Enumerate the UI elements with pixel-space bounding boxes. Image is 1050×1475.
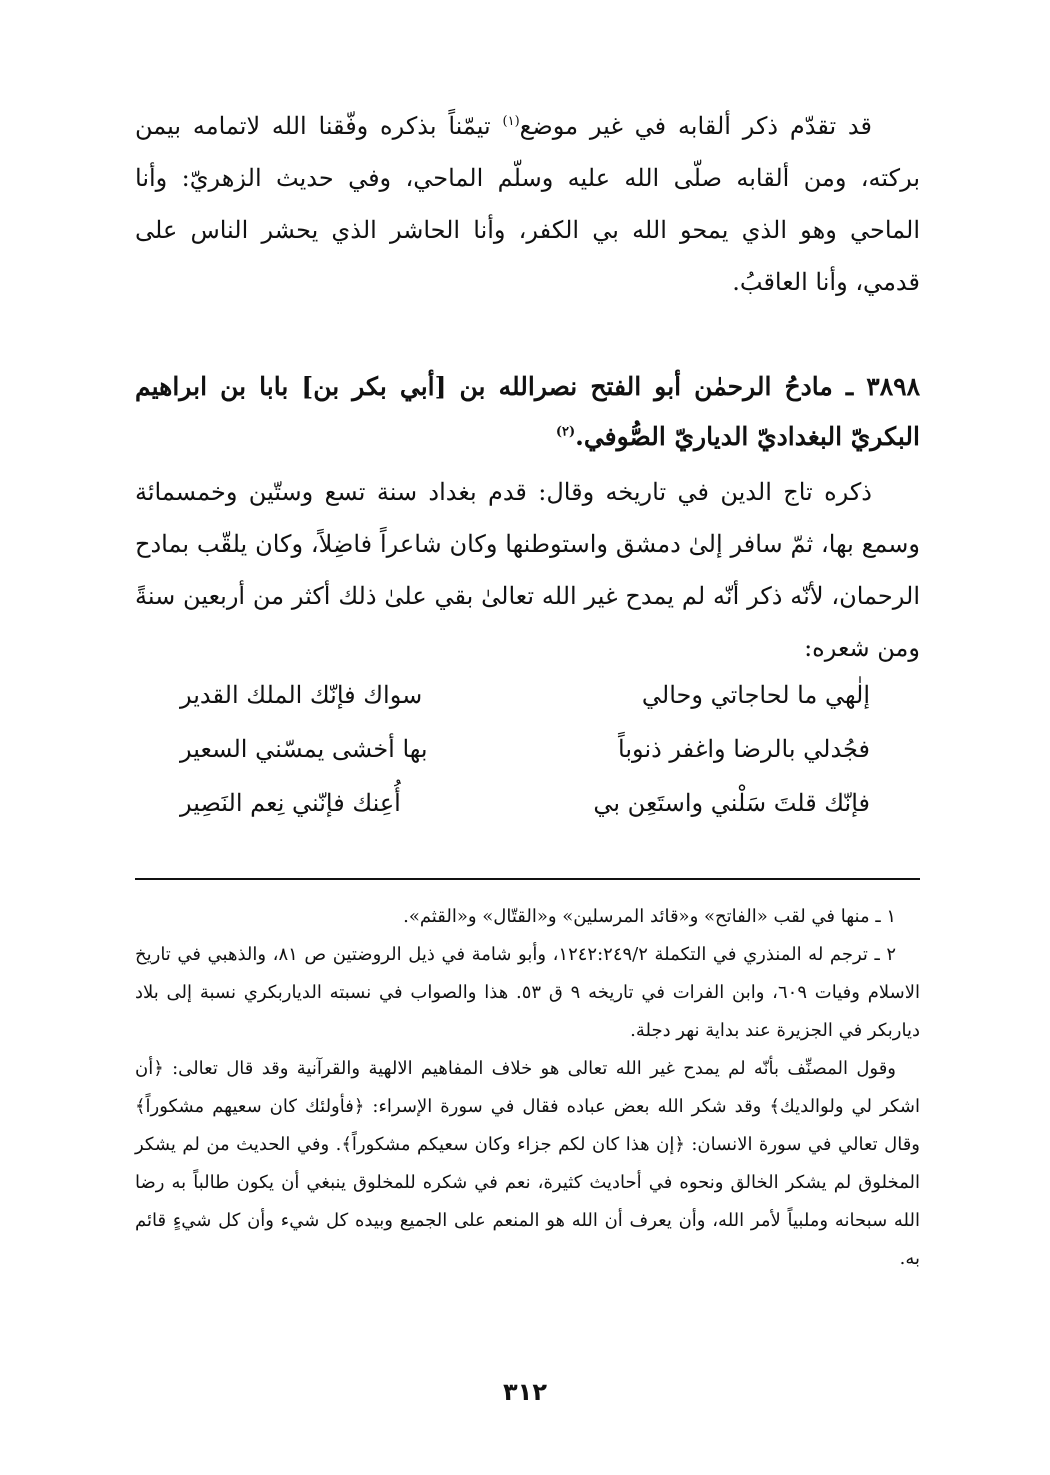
- entry-heading: ٣٨٩٨ ـ مادحُ الرحمٰن أبو الفتح نصرالله بن [أبي بكر بن] بابا بن ابراهيم البكريّ البغداديّ الدياريّ الصُّوفي.$^{(٢)}$: [135, 372, 920, 451]
- entry-biography: ذكره تاج الدين في تاريخه وقال: قدم بغداد سنة تسع وستّين وخمسمائة وسمع بها، ثمّ سافر إلىٰ دمشق واستوطنها وكان شاعراً فاضِلاً، وكان يلقّب بمادح الرحمان، لأنّه ذكر أنّه لم يمدح غير الله تعالىٰ بقي علىٰ ذلك أكثر من أربعين سنةً ومن شعره:: [135, 478, 920, 662]
- intro-text: قد تقدّم ذكر ألقابه في غير موضع$^{(١)}$ تيمّناً بذكره وفّقنا الله لاتمامه بيمن بركته، ومن ألقابه صلّى الله عليه وسلّم الماحي، وفي حديث الزهريّ: وأنا الماحي وهو الذي يمحو الله بي الكفر، وأنا الحاشر الذي يحشر الناس على قدمي، وأنا العاقبُ.: [135, 112, 920, 296]
- footnote-2: ٢ ـ ترجم له المنذري في التكملة ١٢٤٢:٢٤٩/٢، وأبو شامة في ذيل الروضتين ص ٨١، والذهبي في تاريخ الاسلام وفيات ٦٠٩، وابن الفرات في تاريخه ٩ ق ٥٣. هذا والصواب في نسبته الدياربكري نسبة إلى بلاد دياربكر في الجزيرة عند بداية نهر دجلة.: [135, 944, 920, 1041]
- poem-verse: [180, 668, 870, 722]
- verse-second-hemistich: أُعِنك فإنّني نِعم النَصِير: [180, 789, 401, 817]
- verse-first-hemistich: إلٰهي ما لحاجاتي وحالي: [641, 681, 870, 709]
- footnote-1: ١ ـ منها في لقب «الفاتح» و«قائد المرسلين» و«القتّال» و«القثم».: [403, 906, 896, 927]
- verse-first-hemistich: فجُدلي بالرضا واغفر ذنوباً: [618, 735, 870, 763]
- footnote-separator: [135, 878, 920, 880]
- verse-second-hemistich: بها أخشى يمسّني السعير: [180, 735, 428, 763]
- poem: [180, 668, 870, 830]
- poem-verse: [180, 776, 870, 830]
- footnote-ref-2[interactable]: (٢): [555, 424, 576, 440]
- intro-paragraph: [135, 100, 920, 308]
- verse-first-hemistich: فإنّك قلتَ سَلْني واستَعِن بي: [593, 789, 870, 817]
- footnote-2-continuation: وقول المصنِّف بأنّه لم يمدح غير الله تعالى هو خلاف المفاهيم الالهية والقرآنية وقد قال تعالى: ﴿أن اشكر لي ولوالديك﴾ وقد شكر الله بعض عباده فقال في سورة الإسراء: ﴿فأولئك كان سعيهم مشكوراً﴾ وقال تعالي في سورة الانسان: ﴿إن هذا كان لكم جزاء وكان سعيكم مشكوراً﴾. وفي الحديث من لم يشكر المخلوق لم يشكر الخالق ونحوه في أحاديث كثيرة، نعم في شكره للمخلوق ينبغي أن يكون طالباً به رضا الله سبحانه وملبياً لأمر الله، وأن يعرف أن الله هو المنعم على الجميع وبيده كل شيء وأن كل شيءٍ قائم به.: [135, 1058, 920, 1269]
- footnote-ref-1[interactable]: (١): [502, 114, 520, 129]
- footnotes: [135, 898, 920, 1278]
- page-number: ٣١٢: [503, 1378, 547, 1406]
- poem-verse: [180, 722, 870, 776]
- verse-second-hemistich: سواك فإنّك الملك القدير: [180, 681, 423, 709]
